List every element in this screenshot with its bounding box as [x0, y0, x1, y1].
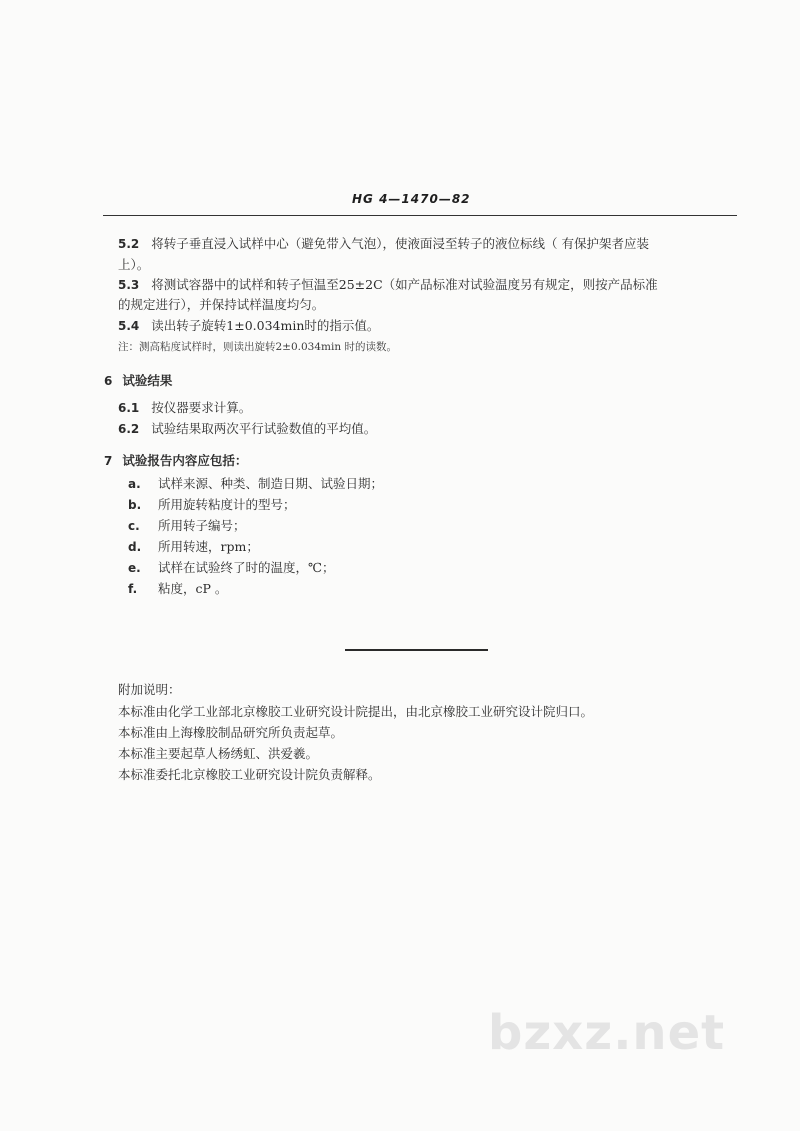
item-text: 试样来源、种类、制造日期、试验日期；	[158, 476, 384, 491]
clause-text: 将转子垂直浸入试样中心（避免带入气泡），使液面浸至转子的液位标线（ 有保护架者应装	[151, 236, 649, 251]
report-item-e	[128, 560, 334, 576]
clause-number: 5.4	[118, 319, 140, 333]
clause-number: 5.3	[118, 278, 140, 292]
clause-6-2	[118, 421, 376, 437]
item-text: 试样在试验终了时的温度，℃；	[158, 560, 335, 575]
watermark: bzxz.net	[488, 1005, 726, 1061]
report-item-a	[128, 476, 383, 492]
section-title: 试验报告内容应包括：	[122, 453, 248, 468]
end-of-standard-rule	[345, 649, 488, 651]
clause-5-3-line1	[118, 277, 658, 293]
item-text: 所用旋转粘度计的型号；	[158, 497, 296, 512]
clause-text: 按仪器要求计算。	[151, 400, 252, 415]
report-item-d	[128, 539, 259, 555]
clause-5-2-line1	[118, 236, 649, 252]
clause-5-2-line2: 上）。	[118, 257, 150, 272]
appendix-line: 本标准由化学工业部北京橡胶工业研究设计院提出，由北京橡胶工业研究设计院归口。	[118, 704, 594, 719]
section-6-heading	[104, 373, 172, 389]
standard-code-header: HG 4—1470—82	[352, 192, 471, 206]
section-number: 7	[104, 454, 113, 468]
item-letter: f.	[128, 582, 138, 596]
appendix-title: 附加说明：	[118, 682, 181, 697]
report-item-b	[128, 497, 296, 513]
item-letter: c.	[128, 519, 140, 533]
appendix-line: 本标准主要起草人杨绣虹、洪爱羲。	[118, 746, 319, 761]
section-7-heading	[104, 453, 247, 469]
clause-number: 6.1	[118, 401, 140, 415]
item-text: 粘度，cP 。	[158, 581, 228, 596]
report-item-c	[128, 518, 246, 534]
clause-text: 读出转子旋转1±0.034min时的指示值。	[151, 318, 380, 333]
appendix-line: 本标准由上海橡胶制品研究所负责起草。	[118, 725, 344, 740]
report-item-f	[128, 581, 227, 597]
appendix-line: 本标准委托北京橡胶工业研究设计院负责解释。	[118, 767, 381, 782]
item-letter: e.	[128, 561, 141, 575]
item-text: 所用转速，rpm；	[158, 539, 259, 554]
item-letter: a.	[128, 477, 141, 491]
section-number: 6	[104, 374, 113, 388]
clause-number: 6.2	[118, 422, 140, 436]
item-text: 所用转子编号；	[158, 518, 246, 533]
header-rule	[103, 215, 737, 216]
clause-text: 试验结果取两次平行试验数值的平均值。	[151, 421, 377, 436]
clause-number: 5.2	[118, 237, 140, 251]
item-letter: b.	[128, 498, 142, 512]
clause-5-4-line1	[118, 318, 379, 334]
clause-6-1	[118, 400, 251, 416]
section-title: 试验结果	[122, 373, 173, 388]
item-letter: d.	[128, 540, 142, 554]
clause-text: 将测试容器中的试样和转子恒温至25±2C（如产品标准对试验温度另有规定，则按产品标准	[151, 277, 658, 292]
clause-5-3-line2: 的规定进行），并保持试样温度均匀。	[118, 297, 325, 312]
clause-5-4-note: 注：测高粘度试样时，则读出旋转2±0.034min 时的读数。	[118, 341, 397, 353]
